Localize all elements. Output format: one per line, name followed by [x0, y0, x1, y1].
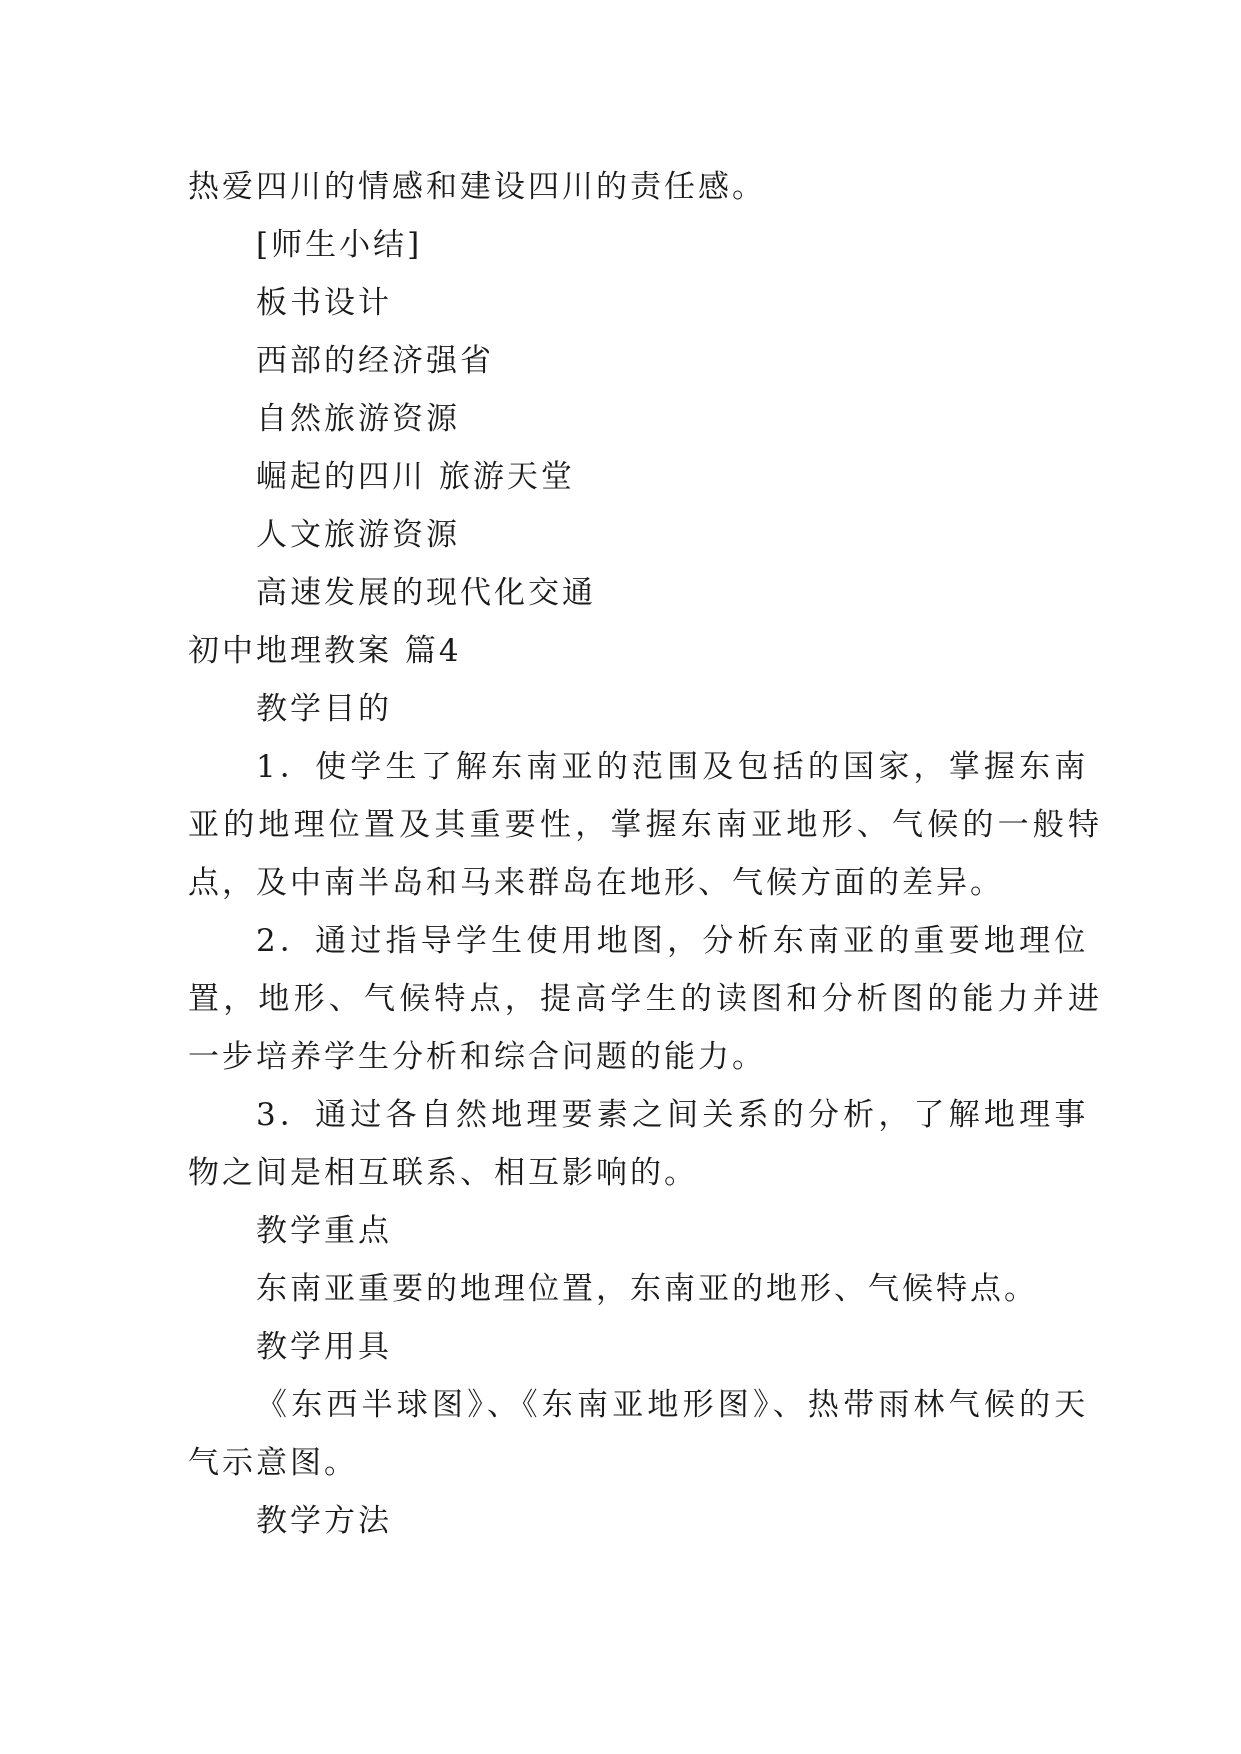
paragraph-line: 3．通过各自然地理要素之间关系的分析，了解地理事	[256, 1097, 1090, 1133]
paragraph-line: 2．通过指导学生使用地图，分析东南亚的重要地理位	[256, 923, 1090, 959]
paragraph-line: 点，及中南半岛和马来群岛在地形、气候方面的差异。	[188, 865, 1004, 901]
lesson-title: 初中地理教案 篇4	[188, 633, 462, 669]
paragraph-line: 东南亚重要的地理位置，东南亚的地形、气候特点。	[256, 1271, 1038, 1307]
paragraph-line: 气示意图。	[188, 1445, 358, 1481]
paragraph-line: 《东西半球图》、《东南亚地形图》、热带雨林气候的天	[256, 1387, 1090, 1423]
section-heading: 板书设计	[256, 285, 392, 321]
section-heading: 教学用具	[256, 1329, 392, 1365]
board-item: 自然旅游资源	[256, 401, 460, 437]
section-heading: 教学重点	[256, 1213, 392, 1249]
board-item: 崛起的四川 旅游天堂	[256, 459, 575, 495]
board-item: 人文旅游资源	[256, 517, 460, 553]
paragraph-line: 一步培养学生分析和综合问题的能力。	[188, 1039, 766, 1075]
section-label: [师生小结]	[256, 227, 423, 263]
paragraph-line: 热爱四川的情感和建设四川的责任感。	[188, 169, 766, 205]
paragraph-line: 亚的地理位置及其重要性，掌握东南亚地形、气候的一般特	[188, 807, 1104, 843]
section-heading: 教学目的	[256, 691, 392, 727]
paragraph-line: 1．使学生了解东南亚的范围及包括的国家，掌握东南	[256, 749, 1090, 785]
paragraph-line: 置，地形、气候特点，提高学生的读图和分析图的能力并进	[188, 981, 1104, 1017]
board-item: 高速发展的现代化交通	[256, 575, 596, 611]
section-heading: 教学方法	[256, 1503, 392, 1539]
paragraph-line: 物之间是相互联系、相互影响的。	[188, 1155, 698, 1191]
board-item: 西部的经济强省	[256, 343, 494, 379]
